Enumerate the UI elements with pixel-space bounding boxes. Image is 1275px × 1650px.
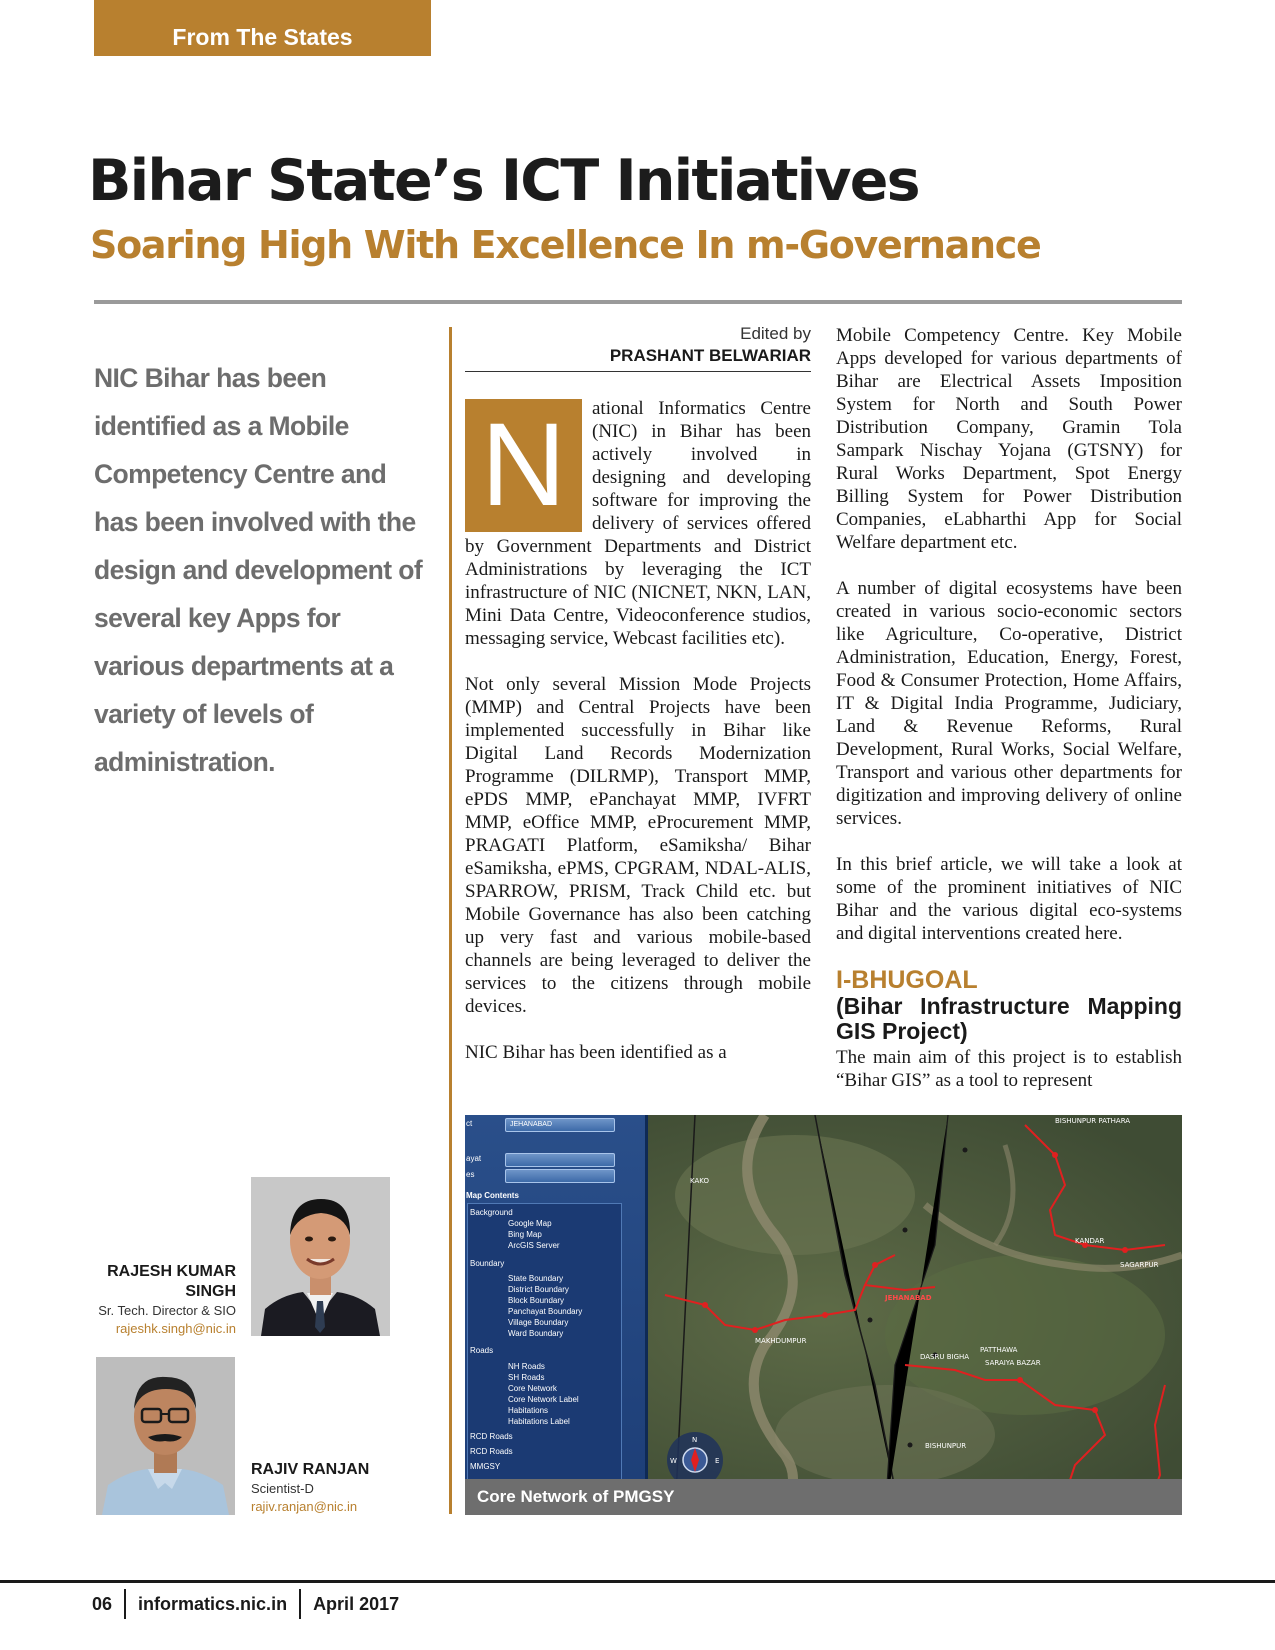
author-role: Scientist-D	[251, 1481, 314, 1496]
layer-item[interactable]: NH Roads	[508, 1362, 545, 1371]
footer-site: informatics.nic.in	[138, 1593, 288, 1614]
paragraph: NIC Bihar has been identified as a	[465, 1042, 727, 1063]
layer-item[interactable]: Core Network	[508, 1384, 557, 1393]
section-tab: From The States	[94, 0, 431, 56]
layer-group[interactable]: Roads	[470, 1346, 494, 1355]
place-label: PATTHAWA	[980, 1346, 1018, 1354]
paragraph: Mobile Competency Centre. Key Mobile Apps developed for various departments of Bihar are Electrical Assets Imposition System for North and South Power Distribution Company, Gramin Tola Sampark Nischay Yojana (GTSNY) for Rural Works Department, Spot Energy Billing System for Power Distribution Companies, eLabharthi App for Social Welfare department etc.	[836, 325, 1182, 553]
layer-item[interactable]: Block Boundary	[508, 1296, 565, 1305]
place-label: JEHANABAD	[885, 1294, 932, 1302]
paragraph: The main aim of this project is to establish “Bihar GIS” as a tool to represent	[836, 1047, 1182, 1091]
edited-by-label: Edited by	[740, 324, 811, 343]
layer-item[interactable]: Ward Boundary	[508, 1329, 564, 1338]
layer-item[interactable]: District Boundary	[508, 1285, 569, 1294]
gis-map-figure	[465, 1115, 1182, 1515]
compass-e: E	[715, 1457, 720, 1465]
place-label: MAKHDUMPUR	[755, 1337, 807, 1345]
layer-item[interactable]: Bing Map	[508, 1230, 542, 1239]
page-subtitle: Soaring High With Excellence In m-Governance	[90, 223, 1041, 267]
author-photo-rajesh	[251, 1177, 390, 1336]
paragraph: In this brief article, we will take a look at some of the prominent initiatives of NIC Bihar and the various digital eco-systems and digital interventions created here.	[836, 854, 1182, 944]
paragraph: Not only several Mission Mode Projects (MMP) and Central Projects have been implemented successfully in Bihar like Digital Land Records Modernization Programme (DILRMP), Transport MMP, ePDS MMP, ePanchayat MMP, IVFRT MMP, eOffice MMP, eProcurement MMP, PRAGATI Platform, eSamiksha/ Bihar eSamiksha, ePMS, CPGRAM, NDAL-ALIS, SPARROW, PRISM, Track Child etc. but Mobile Governance has also been catching up very fast and various mobile-based channels are being leveraged to deliver the services to the citizens through mobile devices.	[465, 674, 811, 1017]
village-dropdown[interactable]	[505, 1169, 615, 1183]
panchayat-dropdown[interactable]	[505, 1153, 615, 1167]
layer-item[interactable]: Village Boundary	[508, 1318, 569, 1327]
place-label: KAKO	[690, 1177, 709, 1185]
editor-name: PRASHANT BELWARIAR	[609, 346, 811, 365]
author-email: rajiv.ranjan@nic.in	[251, 1499, 358, 1514]
layer-group[interactable]: Boundary	[470, 1259, 505, 1268]
layer-item[interactable]: Core Network Label	[508, 1395, 579, 1404]
author-role: Sr. Tech. Director & SIO	[98, 1303, 236, 1318]
place-label: BISHUNPUR PATHARA	[1055, 1117, 1131, 1125]
layer-group[interactable]: RCD Roads	[470, 1447, 513, 1456]
panel-label: ayat	[466, 1154, 482, 1163]
page-number: 06	[92, 1593, 113, 1614]
place-label: KANDAR	[1075, 1237, 1105, 1245]
layer-group[interactable]: MMGSY	[470, 1462, 501, 1471]
place-label: BISHUNPUR	[925, 1442, 967, 1450]
layer-item[interactable]: Panchayat Boundary	[508, 1307, 583, 1316]
author-photo-rajiv	[96, 1357, 235, 1515]
drop-cap: N	[465, 399, 582, 532]
article-column-1	[465, 397, 811, 1087]
layer-group[interactable]: RCD Roads	[470, 1432, 513, 1441]
author-email: rajeshk.singh@nic.in	[115, 1321, 236, 1336]
column-divider	[449, 327, 452, 1514]
page-footer	[92, 1590, 399, 1618]
footer-separator	[299, 1589, 301, 1619]
author-name: RAJESH KUMAR SINGH	[107, 1263, 236, 1300]
footer-date: April 2017	[313, 1593, 400, 1614]
article-column-2	[836, 324, 1182, 1092]
place-label: SARAIYA BAZAR	[985, 1359, 1041, 1367]
author-name: RAJIV RANJAN	[251, 1461, 370, 1478]
edited-by-block	[465, 324, 811, 366]
paragraph-text: ational Informatics Centre (NIC) in Bihar has been actively involved in designing and developing software for improving the delivery of services offered by Government Departments and District Administrations by leveraging the ICT infrastructure of NIC (NICNET, NKN, LAN, Mini Data Centre, Videoconference studios, messaging service, Webcast facilities etc).	[465, 398, 811, 649]
pull-quote: NIC Bihar has been identified as a Mobile Competency Centre and has been involved with the design and development of several key Apps for various departments at a variety of levels of administration.	[94, 363, 423, 777]
author-1	[94, 1262, 236, 1338]
footer-rule	[0, 1580, 1275, 1583]
compass-n: N	[692, 1436, 698, 1444]
layer-item[interactable]: Habitations	[508, 1406, 549, 1415]
footer-separator	[124, 1589, 126, 1619]
layer-item[interactable]: ArcGIS Server	[508, 1241, 560, 1250]
section-subheading: (Bihar Infrastructure Mapping GIS Project)	[836, 993, 1182, 1044]
layer-group[interactable]: Background	[470, 1208, 513, 1217]
map-contents-panel	[465, 1115, 648, 1480]
place-label: SAGARPUR	[1120, 1261, 1159, 1269]
layer-tree	[467, 1203, 622, 1493]
title-rule	[94, 300, 1182, 304]
editor-rule	[465, 371, 811, 372]
panel-label: es	[466, 1170, 475, 1179]
author-2	[251, 1460, 421, 1516]
layer-item[interactable]: State Boundary	[508, 1274, 564, 1283]
page-title: Bihar State’s ICT Initiatives	[88, 148, 919, 214]
paragraph: A number of digital ecosystems have been created in various socio-economic sectors like Agriculture, Co-operative, District Administration, Education, Energy, Forest, Food & Consumer Protection, Home Affairs, IT & Digital India Programme, Judiciary, Land & Revenue Reforms, Rural Development, Rural Works, Social Welfare, Transport and various other departments for digitization and improving delivery of online services.	[836, 578, 1182, 829]
compass-w: W	[670, 1457, 677, 1465]
place-label: DASRU BIGHA	[920, 1353, 970, 1361]
layer-item[interactable]: Google Map	[508, 1219, 552, 1228]
map-contents-title: Map Contents	[466, 1191, 519, 1200]
panel-label: ct	[466, 1119, 473, 1128]
figure-caption: Core Network of PMGSY	[465, 1479, 1182, 1515]
section-heading: I-BHUGOAL	[836, 966, 978, 994]
layer-item[interactable]: Habitations Label	[508, 1417, 570, 1426]
district-dropdown[interactable]: JEHANABAD	[505, 1118, 615, 1132]
paragraph	[465, 397, 811, 650]
layer-item[interactable]: SH Roads	[508, 1373, 545, 1382]
